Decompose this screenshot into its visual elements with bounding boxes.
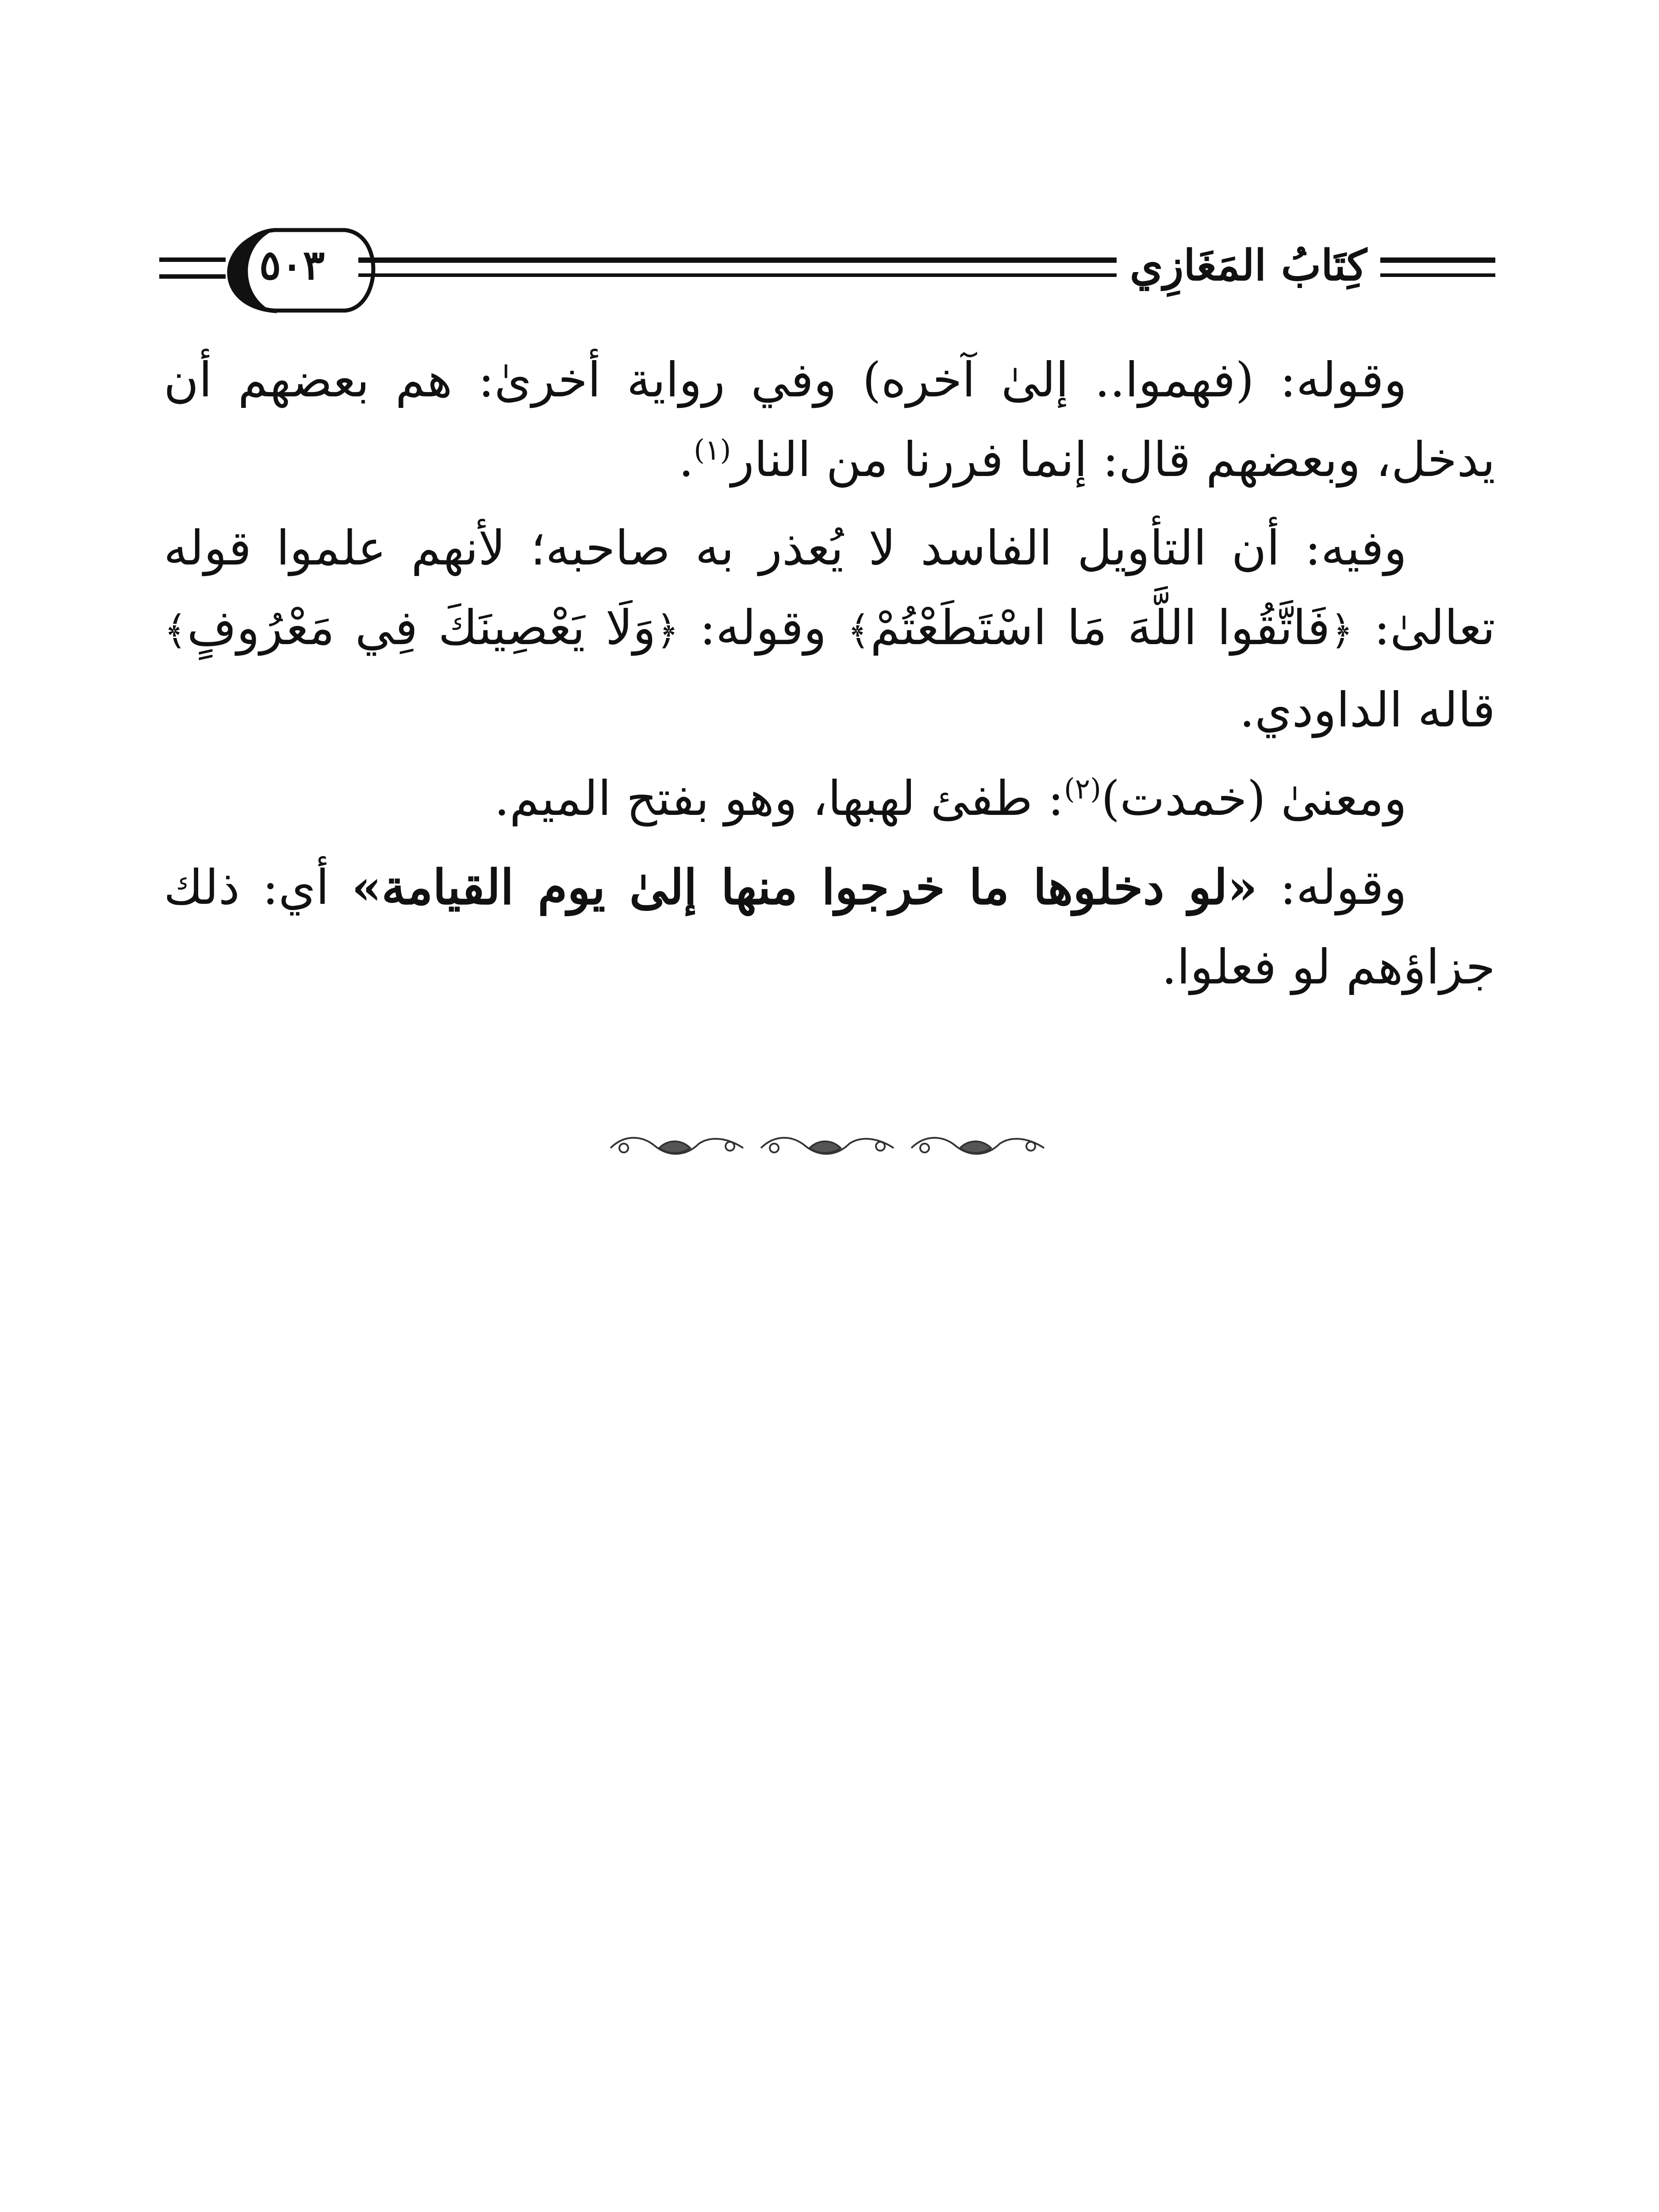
paragraph-2-end: قاله الداودي.	[1239, 683, 1495, 738]
quran-close-bracket-icon: ﴾	[164, 607, 187, 654]
paragraph-2-text: وفيه: أن التأويل الفاسد لا يُعذر به صاحبه؛ لأنهم علموا قوله تعالىٰ:	[164, 521, 1495, 656]
floral-divider-icon	[606, 1130, 1053, 1161]
quran-close-bracket-icon: ﴾	[847, 607, 871, 654]
running-header-title: كِتَابُ المَغَازِي	[1117, 239, 1380, 292]
quran-open-bracket-icon: ﴿	[1330, 607, 1354, 654]
paragraph-1-text: وقوله: (فهموا.. إلىٰ آخره) وفي رواية أخرىٰ: هم بعضهم أن يدخل، وبعضهم قال: إنما فررنا من النار	[164, 353, 1495, 488]
paragraph-2	[164, 509, 1495, 750]
paragraph-4-end: أي: ذلك جزاؤهم لو فعلوا.	[164, 860, 1495, 995]
hadith-quote: «لو دخلوها ما خرجوا منها إلىٰ يوم القيامة»	[351, 860, 1258, 915]
running-header	[159, 217, 1495, 323]
paragraph-3	[164, 759, 1495, 839]
quran-verse-1: فَاتَّقُوا اللَّهَ مَا اسْتَطَعْتُمْ	[870, 600, 1330, 656]
paragraph-3-text: ومعنىٰ (خمدت)	[1101, 771, 1407, 826]
main-text	[164, 341, 1495, 1016]
paragraph-4-text: وقوله:	[1280, 860, 1407, 915]
footnote-ref-1: (١)	[694, 434, 731, 467]
paragraph-1-end: .	[678, 432, 694, 488]
paragraph-1	[164, 341, 1495, 500]
quran-verse-2: وَلَا يَعْصِينَكَ فِي مَعْرُوفٍ	[187, 600, 656, 656]
page-number: ٥٠٣	[259, 241, 325, 289]
paragraph-4	[164, 848, 1495, 1007]
footnote-ref-2: (٢)	[1064, 773, 1102, 806]
paragraph-3-end: : طفئ لهبها، وهو بفتح الميم.	[494, 771, 1064, 826]
paragraph-2-mid: وقوله:	[699, 600, 827, 656]
quran-open-bracket-icon: ﴿	[656, 607, 680, 654]
